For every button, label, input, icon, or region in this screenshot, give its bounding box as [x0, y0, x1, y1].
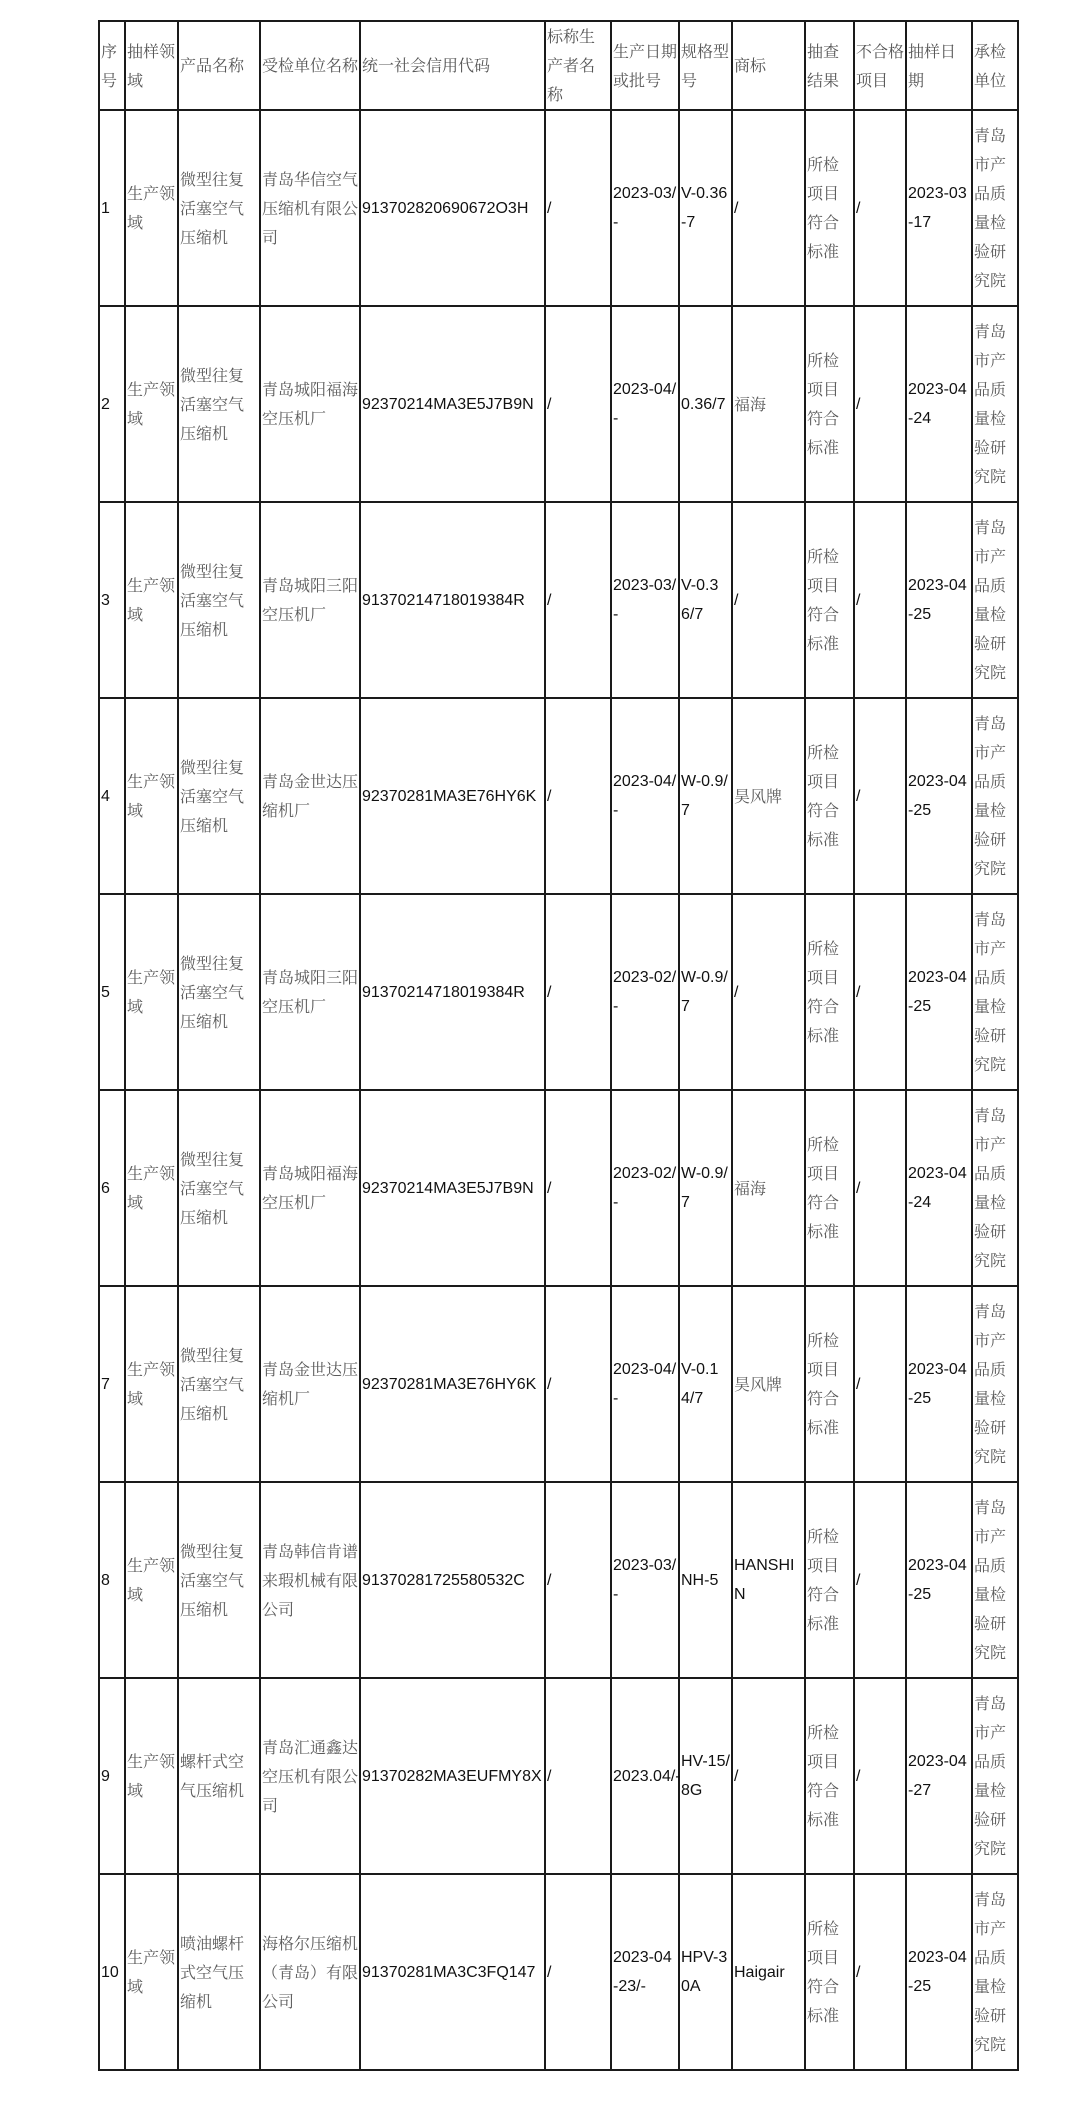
cell-product-name: 微型往复活塞空气压缩机 [178, 1090, 260, 1286]
cell-sampling-field: 生产领域 [125, 1090, 178, 1286]
cell-no: 7 [99, 1286, 125, 1482]
cell-sampling-field: 生产领域 [125, 1678, 178, 1874]
cell-production-date: 2023-03/- [611, 110, 679, 306]
cell-company: 青岛金世达压缩机厂 [260, 1286, 360, 1482]
cell-sampling-field: 生产领域 [125, 1482, 178, 1678]
cell-brand: 昊风牌 [732, 698, 805, 894]
table-row [99, 1286, 1018, 1482]
cell-no: 5 [99, 894, 125, 1090]
cell-no: 8 [99, 1482, 125, 1678]
cell-manufacturer: / [545, 894, 611, 1090]
cell-sampling-date: 2023-04-25 [906, 698, 972, 894]
table-row [99, 306, 1018, 502]
cell-result: 所检项目符合标准 [805, 306, 854, 502]
cell-sampling-date: 2023-04-24 [906, 306, 972, 502]
cell-failed-items: / [854, 698, 906, 894]
cell-manufacturer: / [545, 698, 611, 894]
cell-inspection-unit: 青岛市产品质量检验研究院 [972, 1874, 1018, 2070]
cell-failed-items: / [854, 306, 906, 502]
cell-brand: / [732, 502, 805, 698]
cell-credit-code: 92370281MA3E76HY6K [360, 698, 545, 894]
cell-credit-code: 913702820690672O3H [360, 110, 545, 306]
cell-result: 所检项目符合标准 [805, 110, 854, 306]
cell-inspection-unit: 青岛市产品质量检验研究院 [972, 894, 1018, 1090]
cell-failed-items: / [854, 1482, 906, 1678]
cell-no: 2 [99, 306, 125, 502]
cell-manufacturer: / [545, 1482, 611, 1678]
cell-sampling-field: 生产领域 [125, 502, 178, 698]
cell-product-name: 微型往复活塞空气压缩机 [178, 502, 260, 698]
cell-brand: / [732, 1678, 805, 1874]
cell-result: 所检项目符合标准 [805, 1090, 854, 1286]
cell-sampling-date: 2023-04-25 [906, 502, 972, 698]
cell-failed-items: / [854, 1678, 906, 1874]
header-sampling-field: 抽样领域 [125, 21, 178, 110]
cell-production-date: 2023-03/- [611, 1482, 679, 1678]
cell-brand: 福海 [732, 306, 805, 502]
cell-production-date: 2023-04/- [611, 306, 679, 502]
cell-manufacturer: / [545, 1090, 611, 1286]
cell-model: W-0.9/7 [679, 894, 732, 1090]
cell-brand: 昊风牌 [732, 1286, 805, 1482]
cell-model: NH-5 [679, 1482, 732, 1678]
cell-no: 1 [99, 110, 125, 306]
cell-no: 4 [99, 698, 125, 894]
cell-manufacturer: / [545, 110, 611, 306]
cell-credit-code: 92370281MA3E76HY6K [360, 1286, 545, 1482]
header-nominal-manufacturer: 标称生产者名称 [545, 21, 611, 110]
cell-sampling-field: 生产领域 [125, 1874, 178, 2070]
cell-failed-items: / [854, 1090, 906, 1286]
cell-result: 所检项目符合标准 [805, 1482, 854, 1678]
cell-product-name: 喷油螺杆式空气压缩机 [178, 1874, 260, 2070]
cell-sampling-field: 生产领域 [125, 306, 178, 502]
cell-failed-items: / [854, 1286, 906, 1482]
cell-production-date: 2023-04/- [611, 698, 679, 894]
cell-credit-code: 91370281725580532C [360, 1482, 545, 1678]
cell-sampling-field: 生产领域 [125, 1286, 178, 1482]
cell-sampling-field: 生产领域 [125, 894, 178, 1090]
header-production-date: 生产日期或批号 [611, 21, 679, 110]
table-row [99, 698, 1018, 894]
cell-credit-code: 92370214MA3E5J7B9N [360, 1090, 545, 1286]
table-row [99, 110, 1018, 306]
cell-production-date: 2023-02/- [611, 894, 679, 1090]
cell-result: 所检项目符合标准 [805, 698, 854, 894]
cell-no: 6 [99, 1090, 125, 1286]
header-row [99, 21, 1018, 110]
cell-product-name: 螺杆式空气压缩机 [178, 1678, 260, 1874]
cell-sampling-date: 2023-04-25 [906, 894, 972, 1090]
cell-sampling-field: 生产领域 [125, 110, 178, 306]
cell-credit-code: 92370214MA3E5J7B9N [360, 306, 545, 502]
cell-manufacturer: / [545, 1678, 611, 1874]
cell-product-name: 微型往复活塞空气压缩机 [178, 1482, 260, 1678]
cell-failed-items: / [854, 502, 906, 698]
cell-sampling-field: 生产领域 [125, 698, 178, 894]
cell-sampling-date: 2023-03-17 [906, 110, 972, 306]
cell-model: HV-15/8G [679, 1678, 732, 1874]
table-row [99, 502, 1018, 698]
cell-model: V-0.14/7 [679, 1286, 732, 1482]
cell-company: 青岛华信空气压缩机有限公司 [260, 110, 360, 306]
table-row [99, 1678, 1018, 1874]
cell-company: 青岛汇通鑫达空压机有限公司 [260, 1678, 360, 1874]
cell-sampling-date: 2023-04-24 [906, 1090, 972, 1286]
cell-sampling-date: 2023-04-25 [906, 1286, 972, 1482]
cell-result: 所检项目符合标准 [805, 502, 854, 698]
cell-no: 9 [99, 1678, 125, 1874]
table-row [99, 1090, 1018, 1286]
cell-model: V-0.36-7 [679, 110, 732, 306]
cell-manufacturer: / [545, 1874, 611, 2070]
header-product-name: 产品名称 [178, 21, 260, 110]
cell-product-name: 微型往复活塞空气压缩机 [178, 1286, 260, 1482]
cell-production-date: 2023-04/- [611, 1286, 679, 1482]
cell-failed-items: / [854, 1874, 906, 2070]
header-inspection-unit: 承检单位 [972, 21, 1018, 110]
cell-model: W-0.9/7 [679, 698, 732, 894]
cell-product-name: 微型往复活塞空气压缩机 [178, 894, 260, 1090]
table-row [99, 1482, 1018, 1678]
cell-production-date: 2023-04-23/- [611, 1874, 679, 2070]
cell-sampling-date: 2023-04-25 [906, 1482, 972, 1678]
cell-result: 所检项目符合标准 [805, 1286, 854, 1482]
cell-product-name: 微型往复活塞空气压缩机 [178, 306, 260, 502]
cell-company: 青岛城阳三阳空压机厂 [260, 894, 360, 1090]
cell-manufacturer: / [545, 306, 611, 502]
cell-production-date: 2023-03/- [611, 502, 679, 698]
cell-company: 青岛城阳福海空压机厂 [260, 306, 360, 502]
cell-failed-items: / [854, 894, 906, 1090]
cell-model: HPV-30A [679, 1874, 732, 2070]
header-result: 抽查结果 [805, 21, 854, 110]
cell-sampling-date: 2023-04-27 [906, 1678, 972, 1874]
cell-result: 所检项目符合标准 [805, 894, 854, 1090]
cell-company: 青岛金世达压缩机厂 [260, 698, 360, 894]
header-failed-items: 不合格项目 [854, 21, 906, 110]
cell-inspection-unit: 青岛市产品质量检验研究院 [972, 1090, 1018, 1286]
table-body [99, 110, 1018, 2070]
cell-result: 所检项目符合标准 [805, 1678, 854, 1874]
cell-credit-code: 91370282MA3EUFMY8X [360, 1678, 545, 1874]
cell-brand: 福海 [732, 1090, 805, 1286]
cell-brand: / [732, 894, 805, 1090]
cell-company: 青岛城阳福海空压机厂 [260, 1090, 360, 1286]
header-inspected-company: 受检单位名称 [260, 21, 360, 110]
cell-product-name: 微型往复活塞空气压缩机 [178, 698, 260, 894]
cell-inspection-unit: 青岛市产品质量检验研究院 [972, 110, 1018, 306]
cell-brand: HANSHIN [732, 1482, 805, 1678]
cell-inspection-unit: 青岛市产品质量检验研究院 [972, 1482, 1018, 1678]
table-row [99, 1874, 1018, 2070]
cell-no: 10 [99, 1874, 125, 2070]
cell-inspection-unit: 青岛市产品质量检验研究院 [972, 306, 1018, 502]
cell-result: 所检项目符合标准 [805, 1874, 854, 2070]
cell-production-date: 2023.04/- [611, 1678, 679, 1874]
cell-model: W-0.9/7 [679, 1090, 732, 1286]
cell-manufacturer: / [545, 502, 611, 698]
cell-company: 青岛城阳三阳空压机厂 [260, 502, 360, 698]
header-model: 规格型号 [679, 21, 732, 110]
cell-credit-code: 91370214718019384R [360, 894, 545, 1090]
inspection-results-table [98, 20, 1019, 2071]
cell-inspection-unit: 青岛市产品质量检验研究院 [972, 502, 1018, 698]
header-brand: 商标 [732, 21, 805, 110]
cell-sampling-date: 2023-04-25 [906, 1874, 972, 2070]
cell-production-date: 2023-02/- [611, 1090, 679, 1286]
cell-credit-code: 91370214718019384R [360, 502, 545, 698]
cell-manufacturer: / [545, 1286, 611, 1482]
cell-inspection-unit: 青岛市产品质量检验研究院 [972, 1286, 1018, 1482]
cell-company: 青岛韩信肯谱来瑕机械有限公司 [260, 1482, 360, 1678]
cell-failed-items: / [854, 110, 906, 306]
cell-inspection-unit: 青岛市产品质量检验研究院 [972, 1678, 1018, 1874]
cell-model: V-0.36/7 [679, 502, 732, 698]
header-no: 序号 [99, 21, 125, 110]
table-row [99, 894, 1018, 1090]
cell-brand: / [732, 110, 805, 306]
header-credit-code: 统一社会信用代码 [360, 21, 545, 110]
cell-brand: Haigair [732, 1874, 805, 2070]
cell-no: 3 [99, 502, 125, 698]
cell-product-name: 微型往复活塞空气压缩机 [178, 110, 260, 306]
cell-inspection-unit: 青岛市产品质量检验研究院 [972, 698, 1018, 894]
header-sampling-date: 抽样日期 [906, 21, 972, 110]
cell-credit-code: 91370281MA3C3FQ147 [360, 1874, 545, 2070]
cell-company: 海格尔压缩机（青岛）有限公司 [260, 1874, 360, 2070]
cell-model: 0.36/7 [679, 306, 732, 502]
